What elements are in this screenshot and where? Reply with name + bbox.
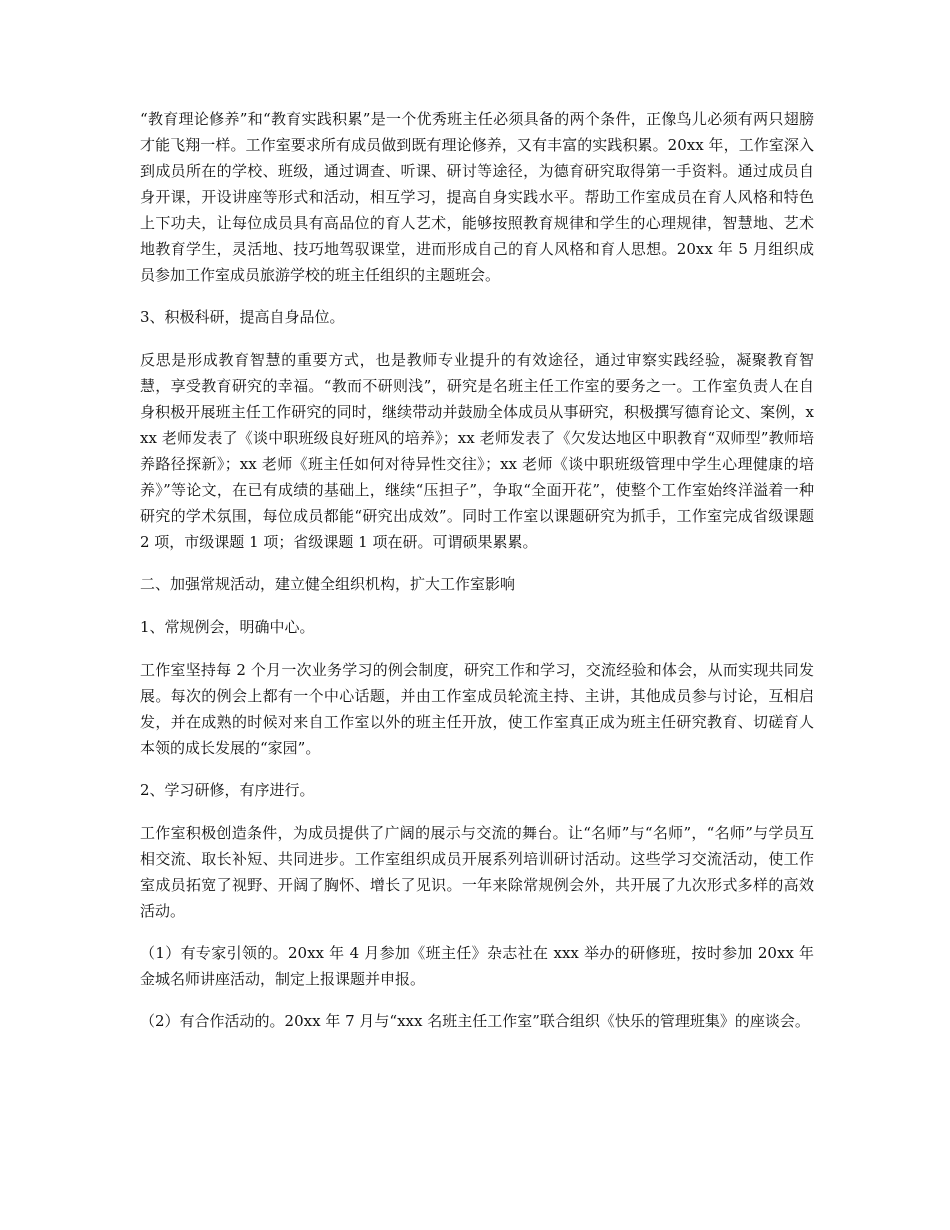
paragraph-theory-practice: “教育理论修养”和“教育实践积累”是一个优秀班主任必须具备的两个条件，正像鸟儿必须有两只翅膀才能飞翔一样。工作室要求所有成员做到既有理论修养，又有丰富的实践积累。20xx 年，工作室深入到成员所在的学校、班级，通过调查、听课、研讨等途径，为德育研究取得第一手资料。通过成员自身开课，开设讲座等形式和活动，相互学习，提高自身实践水平。帮助工作室成员在育人风格和特色上下功夫，让每位成员具有高品位的育人艺术，能够按照教育规律和学生的心理规律，智慧地、艺术地教育学生，灵活地、技巧地驾驭课堂，进而形成自己的育人风格和育人思想。20xx 年 5 月组织成员参加工作室成员旅游学校的班主任组织的主题班会。 <box>140 110 814 284</box>
paragraph-study: 工作室积极创造条件，为成员提供了广阔的展示与交流的舞台。让“名师”与“名师”，“名师”与学员互相交流、取长补短、共同进步。工作室组织成员开展系列培训研讨活动。这些学习交流活动，使工作室成员拓宽了视野、开阔了胸怀、增长了见识。一年来除常规例会外，共开展了九次形式多样的高效活动。 <box>140 824 814 920</box>
list-item-cooperation: （2）有合作活动的。20xx 年 7 月与“xxx 名班主任工作室”联合组织《快乐的管理班集》的座谈会。 <box>140 1012 810 1030</box>
section-heading-research: 3、积极科研，提高自身品位。 <box>140 308 345 326</box>
subsection-heading-meetings: 1、常规例会，明确中心。 <box>140 618 315 636</box>
subsection-heading-study: 2、学习研修，有序进行。 <box>140 781 315 799</box>
paragraph-research: 反思是形成教育智慧的重要方式，也是教师专业提升的有效途径，通过审察实践经验，凝聚教育智慧，享受教育研究的幸福。“教而不研则浅”，研究是名班主任工作室的要务之一。工作室负责人在自身积极开展班主任工作研究的同时，继续带动并鼓励全体成员从事研究，积极撰写德育论文、案例，xxx 老师发表了《谈中职班级良好班风的培养》；xx 老师发表了《欠发达地区中职教育“双师型”教师培养路径探新》；xx 老师《班主任如何对待异性交往》；xx 老师《谈中职班级管理中学生心理健康的培养》”等论文，在已有成绩的基础上，继续“压担子”，争取“全面开花”，使整个工作室始终洋溢着一种研究的学术氛围，每位成员都能“研究出成效”。同时工作室以课题研究为抓手，工作室完成省级课题 2 项，市级课题 1 项；省级课题 1 项在研。可谓硕果累累。 <box>140 351 814 551</box>
paragraph-meetings: 工作室坚持每 2 个月一次业务学习的例会制度，研究工作和学习，交流经验和体会，从而实现共同发展。每次的例会上都有一个中心话题，并由工作室成员轮流主持、主讲，其他成员参与讨论，互相启发，并在成熟的时候对来自工作室以外的班主任开放，使工作室真正成为班主任研究教育、切磋育人本领的成长发展的“家园”。 <box>140 661 814 757</box>
list-item-expert: （1）有专家引领的。20xx 年 4 月参加《班主任》杂志社在 xxx 举办的研修班，按时参加 20xx 年金城名师讲座活动，制定上报课题并申报。 <box>140 944 814 988</box>
section-heading-activities: 二、加强常规活动，建立健全组织机构，扩大工作室影响 <box>140 575 516 593</box>
